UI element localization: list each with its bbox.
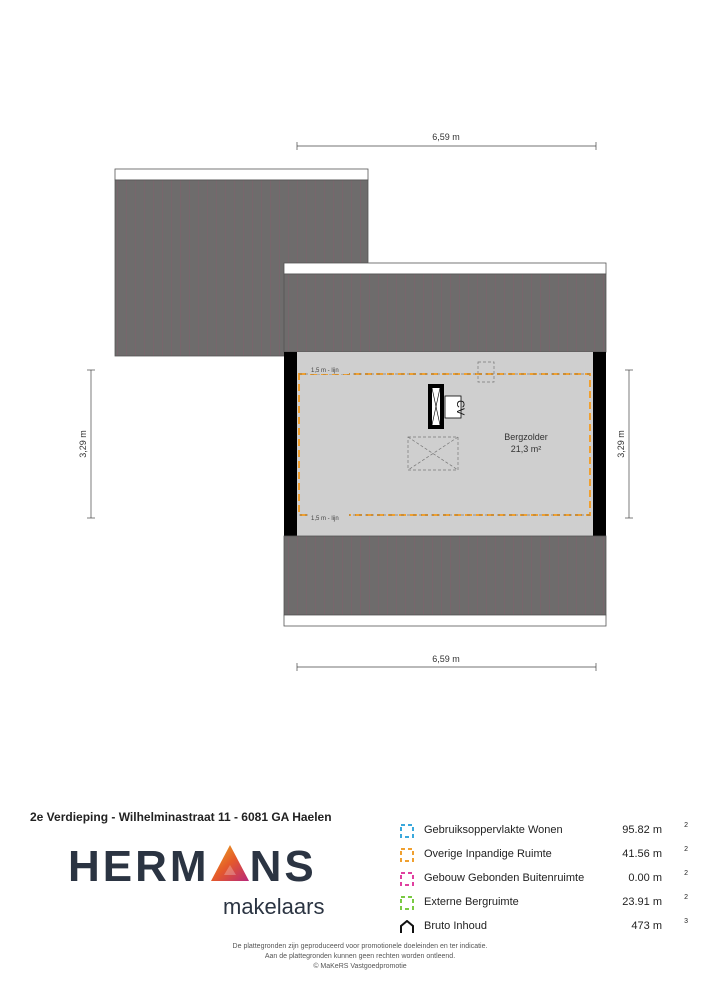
legend-unit bbox=[684, 870, 688, 883]
room-area: 21,3 m² bbox=[510, 444, 542, 454]
cv-label: CV bbox=[454, 400, 466, 416]
legend-row bbox=[396, 846, 692, 870]
roof-section-top bbox=[284, 263, 606, 352]
disclaimer-line-3: © MaKeRS Vastgoedpromotie bbox=[313, 963, 407, 970]
disclaimer-line-2: Aan de plattegronden kunnen geen rechten worden ontleend. bbox=[264, 953, 456, 960]
legend-unit-exponent: 2 bbox=[684, 822, 688, 829]
attic-floor bbox=[284, 352, 606, 536]
legend-value: 0.00 m bbox=[628, 872, 662, 884]
legend-label: Gebruiksoppervlakte Wonen bbox=[424, 824, 563, 836]
legend-value: 95.82 m bbox=[622, 824, 662, 836]
legend-unit bbox=[684, 894, 688, 907]
legend-row bbox=[396, 870, 692, 894]
dim-left-label: 3,29 m bbox=[78, 430, 88, 458]
floor-title: 2e Verdieping - Wilhelminastraat 11 - 6081 GA Haelen bbox=[30, 810, 332, 824]
dim-top-label: 6,59 m bbox=[432, 132, 460, 142]
legend-unit-exponent: 2 bbox=[684, 894, 688, 901]
legend-unit bbox=[684, 846, 688, 859]
legend-label: Gebouw Gebonden Buitenruimte bbox=[424, 872, 585, 884]
legend-label: Overige Inpandige Ruimte bbox=[424, 848, 552, 860]
legend-value: 473 m bbox=[631, 920, 662, 932]
legend-value: 41.56 m bbox=[622, 848, 662, 860]
line-label-top: 1,5 m - lijn bbox=[311, 368, 339, 374]
legend-row bbox=[396, 822, 692, 846]
dimension-top bbox=[297, 132, 596, 150]
dim-bottom-label: 6,59 m bbox=[432, 654, 460, 664]
legend-unit bbox=[684, 822, 688, 835]
hermans-logo bbox=[68, 842, 358, 922]
legend-unit bbox=[684, 918, 688, 931]
dashed-square-green-icon bbox=[400, 896, 414, 910]
legend-value: 23.91 m bbox=[622, 896, 662, 908]
dimension-bottom bbox=[297, 654, 596, 671]
dashed-square-pink-icon bbox=[400, 872, 414, 886]
logo-wordmark bbox=[68, 842, 317, 892]
dashed-square-orange-icon bbox=[400, 848, 414, 862]
logo-word-left: HERM bbox=[68, 842, 210, 891]
room-name: Bergzolder bbox=[504, 432, 548, 442]
dashed-square-blue-icon bbox=[400, 824, 414, 838]
logo-word-right: NS bbox=[249, 842, 317, 891]
dimension-left bbox=[78, 370, 95, 518]
house-outline-icon bbox=[400, 920, 414, 934]
area-legend bbox=[396, 822, 692, 942]
legend-label: Bruto Inhoud bbox=[424, 920, 487, 932]
legend-row bbox=[396, 894, 692, 918]
legend-label: Externe Bergruimte bbox=[424, 896, 519, 908]
roof-section-bottom bbox=[284, 536, 606, 626]
legend-unit-exponent: 3 bbox=[684, 918, 688, 925]
logo-triangle-icon bbox=[210, 843, 250, 883]
dimension-right bbox=[616, 370, 633, 518]
disclaimer bbox=[0, 942, 720, 972]
legend-row bbox=[396, 918, 692, 942]
line-label-bottom: 1,5 m - lijn bbox=[311, 516, 339, 522]
legend-unit-exponent: 2 bbox=[684, 846, 688, 853]
disclaimer-line-1: De plattegronden zijn geproduceerd voor promotionele doeleinden en ter indicatie. bbox=[232, 943, 488, 950]
legend-unit-exponent: 2 bbox=[684, 870, 688, 877]
logo-subtitle: makelaars bbox=[223, 894, 325, 919]
dim-right-label: 3,29 m bbox=[616, 430, 626, 458]
